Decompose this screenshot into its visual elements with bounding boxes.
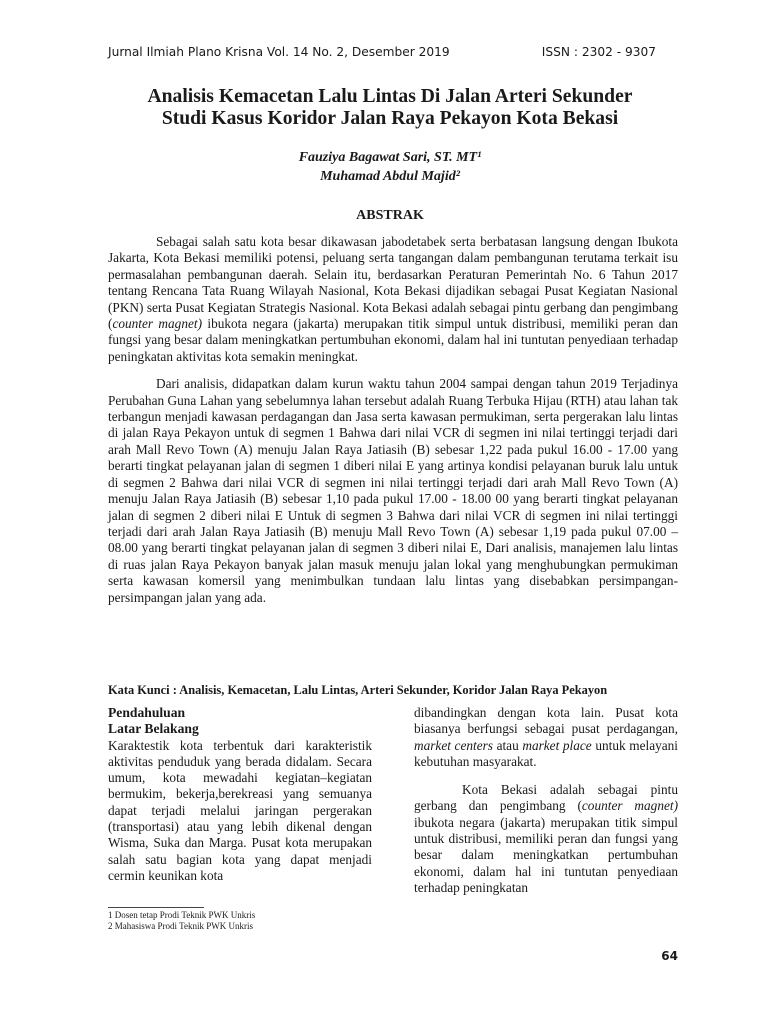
subsection-heading: Latar Belakang (108, 721, 199, 737)
abstract-paragraph-2: Dari analisis, didapatkan dalam kurun waktu tahun 2004 sampai dengan tahun 2019 Terjadinya Perubahan Guna Lahan yang sebelumnya lahan tersebut adalah Ruang Terbuka Hijau (RTH) atau lahan tak terbangun menjadi kawasan perdagangan dan Jasa serta kawasan permukiman, serta pergerakan lalu lintas di jalan Raya Pekayon untuk di segmen 1 Bahwa dari nilai VCR di segmen ini nilai tertinggi terjadi dari arah Mall Revo Town (A) menuju Jalan Raya Jatiasih (B) sebesar 1,22 pada pukul 16.00 - 17.00 yang berarti tingkat pelayanan jalan di segmen 1 diberi nilai E yang artinya kondisi pelayanan buruk lalu untuk di segmen 2 Bahwa dari nilai VCR di segmen ini nilai tertinggi terjadi dari arah Mall Revo Town (A) menuju Jalan Raya Jatiasih (B) sebesar 1,10 pada pukul 17.00 - 18.00 00 yang berarti tingkat pelayanan jalan di segmen 2 diberi nilai E Untuk di segmen 3 Bahwa dari nilai VCR di segmen ini nilai tertinggi terjadi dari arah Jalan Raya Jatiasih (B) menuju Mall Revo Town (A) sebesar 1,19 pada pukul 07.00 – 08.00 yang berarti tingkat pelayanan jalan di segmen 3 diberi nilai E, Dari analisis, manajemen lalu lintas di ruas jalan Raya Pekayon banyak jalan masuk menuju jalan lokal yang menghubungkan permukiman serta kawasan komersil yang menimbulkan tundaan lalu lintas yang disebabkan persimpangan-persimpangan jalan yang ada. (108, 376, 678, 605)
abstract-paragraph-1: Sebagai salah satu kota besar dikawasan jabodetabek serta berbatasan langsung dengan Ibukota Jakarta, Kota Bekasi memiliki potensi, peluang serta tangangan dalam pembangunan terutama terkait isu permasalahan pembangunan daerah. Selain itu, berdasarkan Peraturan Pemerintah No. 6 Tahun 2017 tentang Rencana Tata Ruang Wilayah Nasional, Kota Bekasi dijadikan sebagai Pusat Kegiatan Nasional (PKN) serta Pusat Kegiatan Strategis Nasional. Kota Bekasi adalah sebagai pintu gerbang dan pengimbang (counter magnet) ibukota negara (jakarta) merupakan titik simpul untuk distribusi, memiliki peran dan fungsi yang besar dalam meningkatkan pertumbuhan ekonomi, dalam hal ini tuntutan penyediaan terhadap peningkatan aktivitas kota semakin meningkat. (108, 234, 678, 364)
section-heading: Pendahuluan (108, 705, 186, 720)
footnote-2: 2 Mahasiswa Prodi Teknik PWK Unkris (108, 921, 253, 931)
title-line-1: Analisis Kemacetan Lalu Lintas Di Jalan Arteri Sekunder (147, 86, 633, 107)
footnotes (108, 910, 378, 932)
left-column (108, 705, 372, 884)
right-column (414, 705, 678, 896)
author-1: Fauziya Bagawat Sari, ST. MT¹ (298, 150, 482, 165)
author-2: Muhamad Abdul Majid² (320, 169, 460, 184)
journal-name: Jurnal Ilmiah Plano Krisna Vol. 14 No. 2, Desember 2019 (108, 45, 450, 59)
body-paragraph-continued: dibandingkan dengan kota lain. Pusat kota biasanya berfungsi sebagai pusat perdagangan, market centers atau market place untuk melayani kebutuhan masyarakat. (414, 705, 678, 769)
issn: ISSN : 2302 - 9307 (541, 45, 656, 59)
abstract-heading: ABSTRAK (356, 208, 424, 223)
running-header (108, 42, 656, 62)
footnote-1: 1 Dosen tetap Prodi Teknik PWK Unkris (108, 910, 256, 920)
abstract (108, 234, 678, 617)
keywords: Kata Kunci : Analisis, Kemacetan, Lalu Lintas, Arteri Sekunder, Koridor Jalan Raya Pekayon (108, 683, 608, 697)
body-paragraph: Kota Bekasi adalah sebagai pintu gerbang dan pengimbang (counter magnet) ibukota negara (jakarta) merupakan titik simpul untuk distribusi, memiliki peran dan fungsi yang besar dalam meningkatkan pertumbuhan ekonomi, dalam hal ini tuntutan penyediaan terhadap peningkatan (414, 782, 679, 895)
authors (60, 148, 720, 186)
paper-title (60, 86, 720, 130)
footnote-divider (108, 907, 204, 908)
body-paragraph: Karaktestik kota terbentuk dari karakteristik aktivitas penduduk yang berada didalam. Secara umum, kota mewadahi kegiatan–kegiatan bermukim, bekerja,berekreasi yang semuanya dapat terjadi melalui jaringan pergerakan (transportasi) atau yang lebih dikenal dengan Wisma, Suka dan Marga. Pusat kota merupakan salah satu bagian kota yang dapat menjadi cermin keunikan kota (108, 737, 372, 883)
page-number: 64 (661, 949, 678, 963)
title-line-2: Studi Kasus Koridor Jalan Raya Pekayon Kota Bekasi (161, 108, 619, 129)
